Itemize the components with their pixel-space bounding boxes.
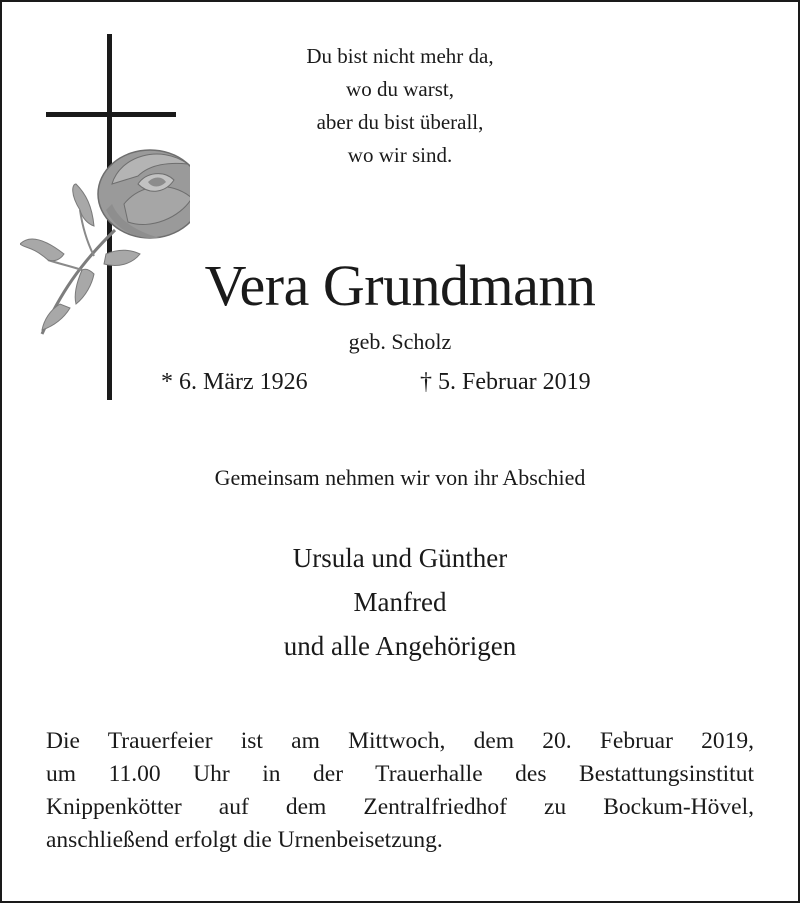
mourner: und alle Angehörigen	[283, 631, 517, 661]
poem-line: wo du warst,	[346, 77, 454, 101]
maiden-name: geb. Scholz	[348, 329, 452, 354]
mourner: Manfred	[353, 587, 447, 617]
death-date: † 5. Februar 2019	[420, 369, 591, 395]
poem-line: aber du bist überall,	[316, 110, 484, 134]
farewell-text: Gemeinsam nehmen wir von ihr Abschied	[214, 465, 586, 490]
service-line: um 11.00 Uhr in der Trauerhalle des Bestattungsinstitut	[46, 761, 754, 787]
mourners-list	[150, 536, 650, 668]
poem	[200, 40, 600, 172]
cross-with-rose	[20, 34, 190, 404]
mourner: Ursula und Günther	[292, 543, 508, 573]
poem-line: Du bist nicht mehr da,	[306, 44, 494, 68]
service-details	[46, 725, 754, 857]
service-line: Die Trauerfeier ist am Mittwoch, dem 20. Februar 2019,	[46, 728, 754, 754]
service-line: anschließend erfolgt die Urnenbeisetzung.	[46, 827, 443, 853]
birth-date: * 6. März 1926	[161, 369, 308, 395]
poem-line: wo wir sind.	[347, 143, 453, 167]
deceased-name: Vera Grundmann	[204, 253, 596, 318]
service-line: Knippenkötter auf dem Zentralfriedhof zu Bockum-Hövel,	[46, 794, 754, 820]
